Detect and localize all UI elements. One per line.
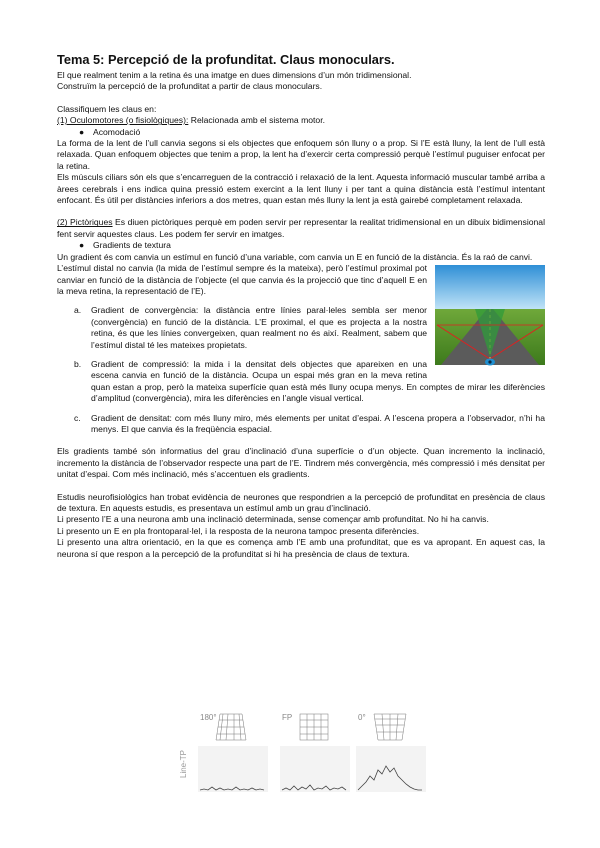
neuro-paragraph-3: Li presento un E en pla frontoparal·lel, i la resposta de la neurona tampoc presenta diferències.: [57, 525, 420, 536]
neuro-paragraph-4: Li presento una altra orientació, en la que es comença amb l’E amb una profunditat, que es va apropant. En aquest cas, la neurona sí que respon a la percepció de la profunditat si hi ha presència de claus de textura.: [57, 537, 545, 559]
section1-heading-rest: Relacionada amb el sistema motor.: [188, 115, 325, 126]
bullet-gradients: [57, 240, 545, 251]
item-c: [57, 413, 545, 436]
bullet-label: Acomodació: [93, 126, 141, 137]
panel-label-0: 0°: [358, 713, 366, 722]
section2-paragraph-1: Un gradient és com canvia un estímul en funció d’una variable, com canvia un E en funció de la distància. És la raó de canvi.: [57, 251, 533, 262]
texture-grid-icon: [300, 714, 328, 740]
item-a-label: a.: [74, 305, 82, 316]
item-c-label: c.: [74, 412, 81, 423]
panel-0: [356, 713, 426, 792]
section1-paragraph-1: La forma de la lent de l’ull canvia segons si els objectes que enfoquem són lluny o a prop. Si l’E està lluny, la lent de l’ull està relaxada. Quan enfoquem objectes que tenim a prop, la lent ha d’exercir certa compressió perquè l’estímul puguiser enfocat per la retina.: [57, 138, 545, 171]
bullet-dot-icon: ●: [79, 240, 85, 251]
panel-fp: [280, 713, 350, 792]
item-b-text: Gradient de compressió: la mida i la densitat dels objectes que apareixen en una escena canvia en funció de la distància. Ocupa un espai més gran en la meva retina quan estan a prop, però la mateixa superfície quan està més lluny ocupa menys. En comptes de mirar les diferències d’amplitud (convergència), mira les diferències en l’angle visual vertical.: [91, 358, 545, 404]
section2-heading-rest: Es diuen pictòriques perquè em poden servir per representar la realitat tridimensional en un dibuix bidimensional fent servir aquestes claus. Les podem fer servir en imatges.: [57, 217, 545, 239]
item-b-label: b.: [74, 358, 82, 369]
panel-label-180: 180°: [200, 713, 217, 722]
gradients-paragraph: Els gradients també són informatius del grau d’inclinació d’una superfície o d’un objecte. Quan incremento la inclinació, incremento la distància de l’observador respecte una part de l’E. Tindrem més convergència, més compressió i més densitat per unitat d’espai. Com més inclinació, més s’accentuen els gradients.: [57, 446, 545, 480]
page-title: Tema 5: Percepció de la profunditat. Claus monoculars.: [57, 52, 395, 67]
intro-line-2: Construïm la percepció de la profunditat a partir de claus monoculars.: [57, 81, 323, 92]
classify-line: Classifiquem les claus en:: [57, 103, 157, 114]
bullet-label: Gradients de textura: [93, 240, 171, 251]
panel-180: [198, 713, 268, 792]
section1-heading-line: [57, 115, 545, 126]
section2-paragraph-2: L’estímul distal no canvia (la mida de l’estímul sempre és la mateixa), però l’estímul proximal pot canviar en funció de la distància de l’objecte (el que canvia és la projecció que tinc d’aquell E en la meva retina, la representació de l’E).: [57, 263, 427, 296]
section2-heading: (2) Pictòriques: [57, 217, 113, 228]
figure-axis-label: Line-TP: [179, 749, 188, 778]
bullet-acomodacio: [57, 127, 545, 138]
section2-heading-line: [57, 217, 545, 240]
item-c-text: Gradient de densitat: com més lluny miro, més elements per unitat d’espai. A l’escena propera a l’observador, n’hi ha menys. El que canvia és la freqüència espacial.: [91, 412, 545, 434]
neuro-paragraph-1: Estudis neurofisiològics han trobat evidència de neurones que respondrien a la percepció de profunditat en presència de claus de textura. En aquests estudis, es presentava un estímul amb un grau d’inclinació.: [57, 491, 545, 513]
intro-line-1: El que realment tenim a la retina és una imatge en dues dimensions d’un món tridimensional.: [57, 70, 412, 80]
texture-grid-icon: [216, 714, 246, 740]
panel-label-fp: FP: [282, 713, 293, 722]
section1-paragraph-2: Els músculs ciliars són els que s’encarreguen de la contracció i relaxació de la lent. Aquesta informació muscular també arriba a àrees cerebrals i ens indica quina pressió estem exercint a la lent lluny i per tant a quina distància està l’estímul intentant enfocant. És útil per distàncies inferiors a dos metres, quan estan més lluny la lent ja està gairebé completament relaxada.: [57, 172, 545, 206]
texture-grid-icon: [374, 714, 406, 740]
neuron-response-figure: [180, 706, 430, 796]
document-page: [57, 52, 545, 560]
item-b: [57, 359, 545, 405]
item-a-text: Gradient de convergència: la distància entre línies paral·leles sembla ser menor (convergència) en funció de la distància. L’E proximal, el que es projecta a la nostra retina, és que les línies convergeixen, quan realment no és així. Realment, sabem que l’estímul distal té les mateixes propietats.: [91, 305, 427, 350]
section1-heading: (1) Oculomotores (o fisiològiques):: [57, 115, 189, 126]
bullet-dot-icon: ●: [79, 126, 85, 137]
neuro-paragraph-2: Li presento l’E a una neurona amb una inclinació determinada, sense començar amb profunditat. No hi ha canvis.: [57, 514, 489, 525]
item-a: [57, 305, 545, 351]
